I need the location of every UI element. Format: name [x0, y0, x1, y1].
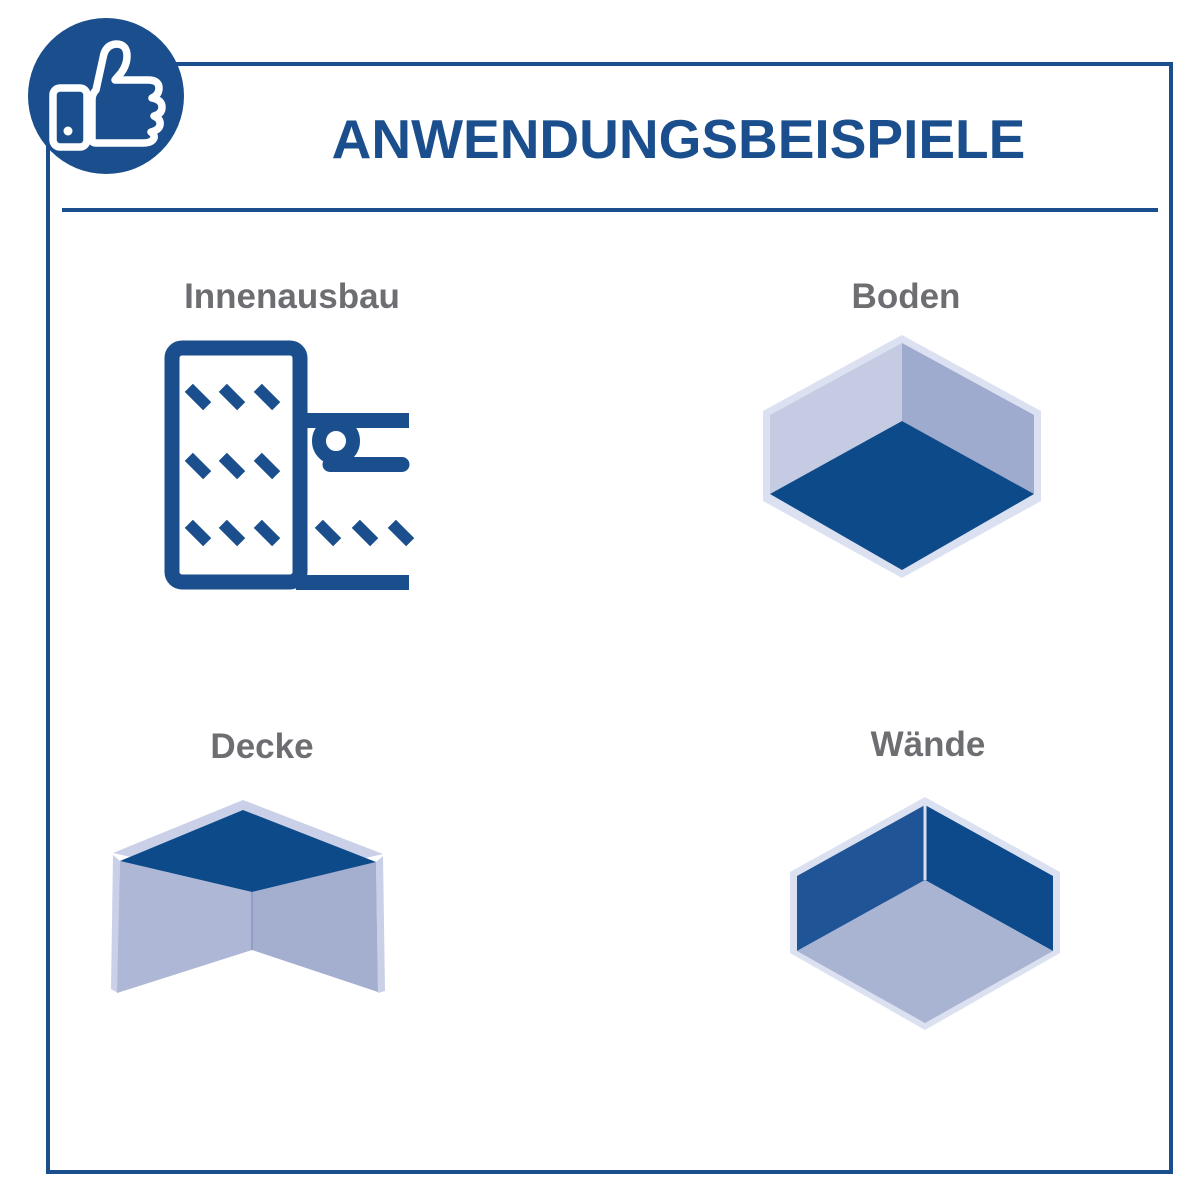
example-label: Decke [210, 727, 314, 766]
thumbs-up-icon [28, 18, 184, 174]
example-label: Wände [870, 725, 986, 764]
interior-drywall-icon [150, 330, 420, 595]
walls-corner-icon [783, 790, 1068, 1038]
cuff-dot [64, 127, 73, 136]
title-separator-line [62, 208, 1158, 212]
thumb-cuff [53, 88, 87, 147]
ceiling-corner-icon [105, 795, 390, 1005]
insulation-roll [319, 424, 353, 458]
example-label: Innenausbau [184, 277, 400, 316]
floor-corner-icon [755, 330, 1050, 585]
page-title: ANWENDUNGSBEISPIELE [331, 108, 1026, 170]
thumbs-up-badge [28, 18, 184, 174]
thumb-hand [92, 44, 162, 143]
example-label: Boden [851, 277, 961, 316]
